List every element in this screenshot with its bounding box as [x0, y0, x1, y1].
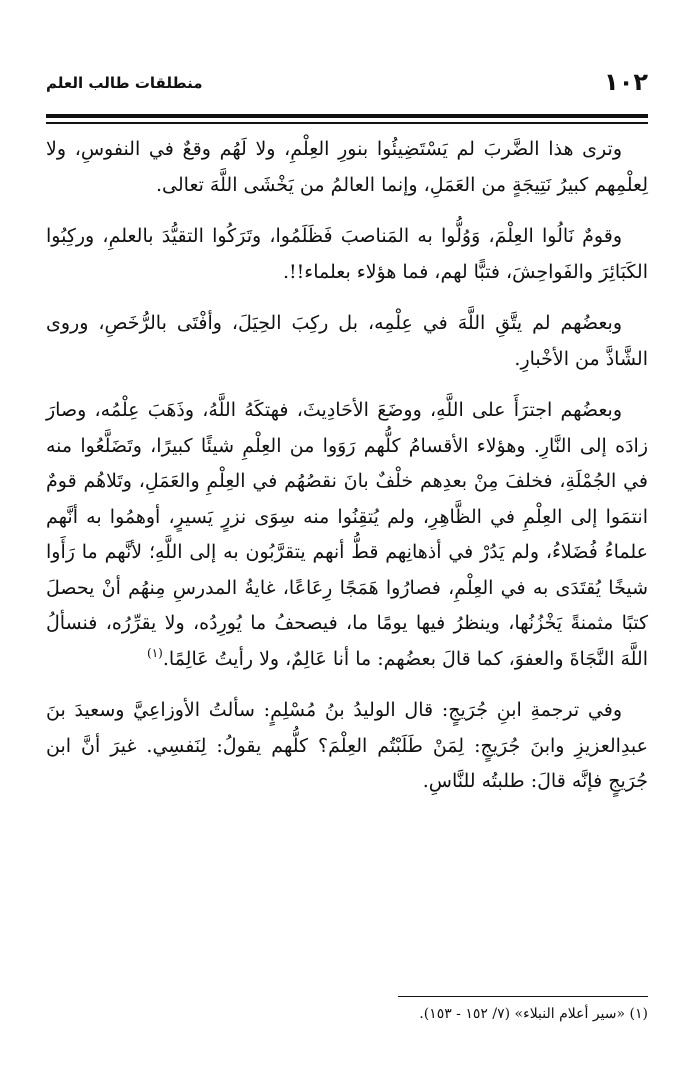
footnote-reference: (١)	[147, 645, 163, 660]
body-text	[46, 132, 648, 800]
paragraph-1: وترى هذا الضَّربَ لم يَسْتَضِيئُوا بنورِ العِلْمِ، ولا لَهُم وقعٌ في النفوسِ، ولا لِعلْمِهم كبيرُ نَتِيجَةٍ من العَمَلِ، وإنما العالمُ من يَخْشَى اللَّهَ تعالى.	[46, 138, 648, 196]
header-rule-thin	[46, 122, 648, 124]
footnote-text: «سير أعلام النبلاء» (٧/ ١٥٢ - ١٥٣).	[419, 1006, 626, 1022]
header-rule-thick	[46, 114, 648, 118]
paragraph-4-text: وبعضُهم اجترَأَ على اللَّهِ، ووضَعَ الأحَادِيثَ، فهتكَهُ اللَّهُ، وذَهَبَ عِلْمُه، وصارَ زادَه إلى النَّارِ. وهؤلاء الأقسامُ كلُّهم رَوَوا من العِلْمِ شيئًا كبيرًا، وتَضَلَّعُوا منه في الجُمْلَةِ، فخلفَ مِنْ بعدِهم خلْفٌ بانَ نقصُهُم في العِلْمِ والعَمَلِ، وتَلاهُم قومٌ انتمَوا إلى العِلْمِ في الظَّاهِرِ، ولم يُتقِنُوا منه سِوَى نزرٍ يَسيرٍ، أوهمُوا به أنَّهم علماءُ فُضَلاءُ، ولم يَدُرْ في أذهانِهم قطُّ أنهم يتقرَّبُون به إلى اللَّهِ؛ لأنَّهم ما رَأَوا شيخًا يُقتَدَى به في العِلْمِ، فصارُوا هَمَجًا رِعَاعًا، غايةُ المدرسِ مِنهُم أنْ يحصلَ كتبًا مثمنةً يَخْزُنُها، وينظرُ فيها يومًا ما، فيصحفُ ما يُورِدُه، ولا يقرِّرُه، فنسألُ اللَّهَ النَّجَاةَ والعفوَ، كما قالَ بعضُهم: ما أنا عَالِمٌ، ولا رأيتُ عَالِمًا.	[46, 399, 648, 670]
running-title: منطلقات طالب العلم	[46, 74, 203, 92]
paragraph-5: وفي ترجمةِ ابنِ جُرَيجٍ: قال الوليدُ بنُ مُسْلِمٍ: سألتُ الأوزاعِيَّ وسعيدَ بنَ عبدِالعزيزِ وابنَ جُرَيجٍ: لِمَنْ طَلَبْتُم العِلْمَ؟ كلُّهم يقولُ: لِنَفسِي. غيرَ أنَّ ابن جُرَيجٍ فإنَّه قالَ: طلبتُه للنَّاسِ.	[46, 699, 648, 792]
footnote	[46, 1003, 648, 1025]
paragraph-3: وبعضُهم لم يتَّقِ اللَّهَ في عِلْمِه، بل ركِبَ الحِيَلَ، وأفْتَى بالرُّخَصِ، وروى الشَّاذَّ من الأخْبارِ.	[46, 312, 648, 370]
footnote-rule	[398, 996, 648, 997]
paragraph-4	[46, 393, 648, 677]
page-number: ١٠٢	[604, 68, 648, 96]
footnote-marker: (١)	[629, 1006, 648, 1022]
page-header	[46, 68, 648, 108]
paragraph-2: وقومٌ نَالُوا العِلْمَ، وَوُلُّوا به المَناصبَ فَظَلَمُوا، وتَرَكُوا التقيُّدَ بالعلمِ، وركِبُوا الكَبَائِرَ والفَواحِشَ، فتبًّا لهم، فما هؤلاء بعلماء!!.	[46, 225, 648, 283]
